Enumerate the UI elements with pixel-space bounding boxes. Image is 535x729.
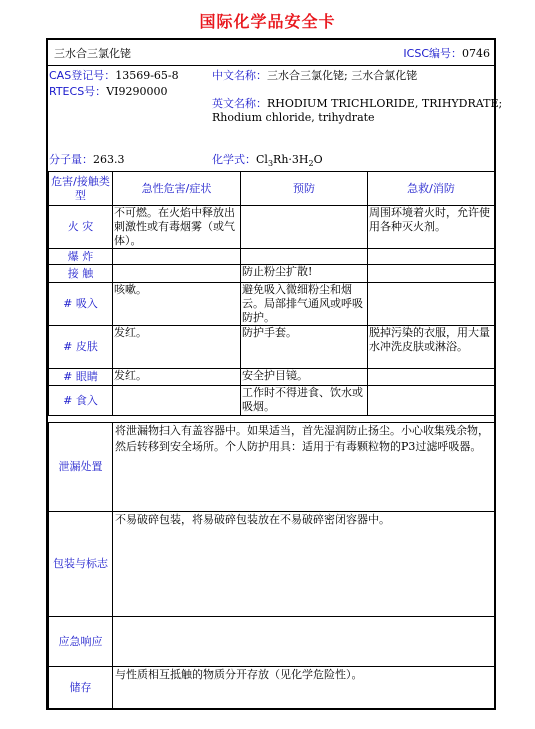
section-emergency: 应急响应 [49, 617, 495, 667]
rtecs-number: RTECS号：VI9290000 [49, 85, 168, 98]
english-name-line2: Rhodium chloride, trihydrate [212, 111, 375, 124]
icsc-number: ICSC编号：0746 [403, 47, 490, 60]
table-row: 接 触 防止粉尘扩散! [49, 265, 495, 283]
header-type: 危害/接触类型 [49, 172, 113, 206]
section-spill: 泄漏处置 将泄漏物扫入有盖容器中。如果适当，首先湿润防止扬尘。小心收集残余物，然后转移到安全场所。个人防护用具：适用于有毒颗粒物的P3过滤呼吸器。 [49, 423, 495, 512]
sections-table [48, 422, 495, 709]
cas-number: CAS登记号：13569-65-8 [49, 69, 179, 82]
table-row: # 吸入 咳嗽。 避免吸入微细粉尘和烟云。局部排气通风或呼吸防护。 [49, 283, 495, 326]
hazard-table [48, 171, 495, 416]
header-first-aid: 急救/消防 [368, 172, 495, 206]
chemical-formula: 化学式：$Cl_3Rh\cdot 3H_2O$ [212, 153, 323, 169]
table-row: 爆 炸 [49, 249, 495, 265]
table-row: # 眼睛 发红。 安全护目镜。 [49, 369, 495, 386]
table-row: 火 灾 不可燃。在火焰中释放出刺激性或有毒烟雾（或气体）。 周围环境着火时，允许使用各种灭火剂。 [49, 206, 495, 249]
table-row: # 食入 工作时不得进食、饮水或吸烟。 [49, 386, 495, 416]
hazard-table-header [49, 172, 495, 206]
table-row: # 皮肤 发红。 防护手套。 脱掉污染的衣服，用大量水冲洗皮肤或淋浴。 [49, 326, 495, 369]
chemical-name-header: 三水合三氯化铑 [54, 47, 131, 60]
section-storage: 储存 与性质相互抵触的物质分开存放（见化学危险性）。 [49, 667, 495, 709]
english-name: 英文名称：RHODIUM TRICHLORIDE, TRIHYDRATE; [212, 97, 503, 110]
header-symptoms: 急性危害/症状 [113, 172, 241, 206]
molecular-weight: 分子量：263.3 [49, 153, 125, 166]
section-packaging: 包装与标志 不易破碎包装，将易破碎包装放在不易破碎密闭容器中。 [49, 512, 495, 617]
chinese-name: 中文名称：三水合三氯化铑; 三水合氯化铑 [212, 69, 418, 82]
safety-card [46, 38, 503, 710]
header-prevention: 预防 [241, 172, 368, 206]
card-title: 国际化学品安全卡 [199, 12, 336, 31]
